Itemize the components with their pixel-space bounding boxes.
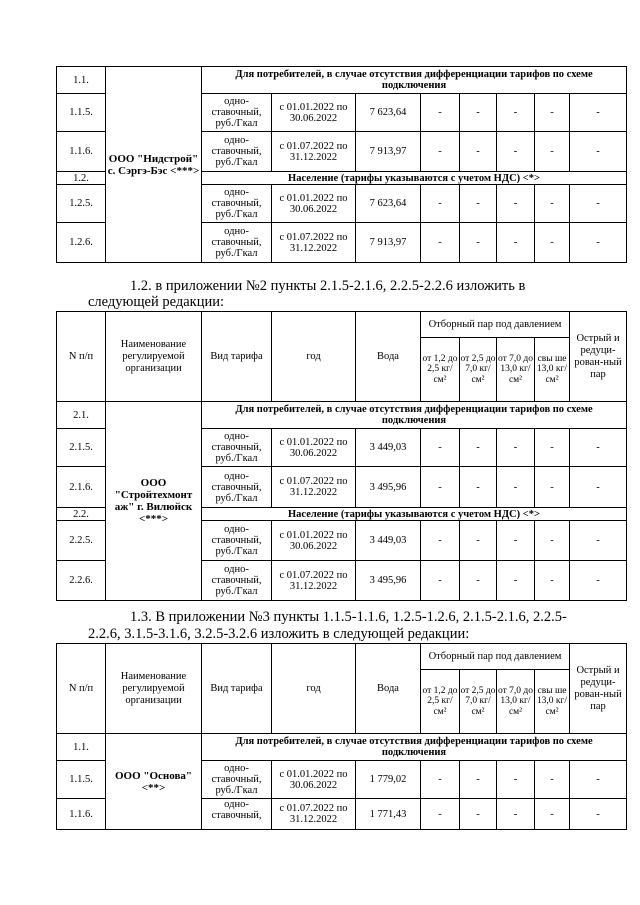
- tariff-type: одно-ставочный, руб./Гкал: [202, 94, 272, 132]
- sharp-steam-value: -: [570, 561, 627, 601]
- water-value: 7 913,97: [356, 223, 421, 263]
- tariff-type: одно-ставочный, руб./Гкал: [202, 561, 272, 601]
- table-header-row: [57, 312, 627, 338]
- row-number: 2.1.6.: [57, 467, 106, 508]
- steam-value: -: [497, 561, 535, 601]
- organization-name: ООО "Стройтехмонт аж" г. Вилюйск <***>: [106, 402, 202, 601]
- period: с 01.07.2022 по 31.12.2022: [272, 132, 356, 172]
- row-number: 1.2.6.: [57, 223, 106, 263]
- sharp-steam-value: -: [570, 761, 627, 799]
- steam-value: -: [497, 761, 535, 799]
- period: с 01.01.2022 по 30.06.2022: [272, 185, 356, 223]
- header-steam: Отборный пар под давлением: [421, 312, 570, 338]
- sharp-steam-value: -: [570, 132, 627, 172]
- tariff-type: одно-ставочный, руб./Гкал: [202, 521, 272, 561]
- steam-value: -: [460, 185, 497, 223]
- header-water: Вода: [356, 644, 421, 734]
- water-value: 3 495,96: [356, 561, 421, 601]
- steam-value: -: [497, 799, 535, 830]
- steam-value: -: [535, 429, 570, 467]
- steam-value: -: [535, 761, 570, 799]
- sharp-steam-value: -: [570, 521, 627, 561]
- table-row: [57, 402, 627, 429]
- header-pressure-1: от 1,2 до 2,5 кг/ см²: [421, 338, 460, 402]
- steam-value: -: [460, 132, 497, 172]
- header-tariff-type: Вид тарифа: [202, 312, 272, 402]
- period: с 01.07.2022 по 31.12.2022: [272, 223, 356, 263]
- table-header-row: [57, 644, 627, 670]
- water-value: 1 771,43: [356, 799, 421, 830]
- steam-value: -: [497, 223, 535, 263]
- steam-value: -: [460, 467, 497, 508]
- water-value: 3 449,03: [356, 521, 421, 561]
- tariff-type: одно-ставочный, руб./Гкал: [202, 132, 272, 172]
- sharp-steam-value: -: [570, 223, 627, 263]
- steam-value: -: [421, 94, 460, 132]
- steam-value: -: [421, 223, 460, 263]
- steam-value: -: [421, 185, 460, 223]
- tariff-table-1: [56, 66, 627, 263]
- period: с 01.07.2022 по 31.12.2022: [272, 799, 356, 830]
- tariff-table-3: [56, 643, 627, 830]
- paragraph-2-line-2: 2.2.6, 3.1.5-3.1.6, 3.2.5-3.2.6 изложить в следующей редакции:: [88, 626, 470, 642]
- period: с 01.07.2022 по 31.12.2022: [272, 561, 356, 601]
- tariff-type: одно-ставочный, руб./Гкал: [202, 467, 272, 508]
- table-row: [57, 734, 627, 761]
- header-pressure-2: от 2,5 до 7,0 кг/ см²: [460, 338, 497, 402]
- steam-value: -: [497, 185, 535, 223]
- water-value: 3 449,03: [356, 429, 421, 467]
- section-heading: Для потребителей, в случае отсутствия дифференциации тарифов по схеме подключения: [202, 402, 627, 429]
- tariff-type: одно-ставочный, руб./Гкал: [202, 429, 272, 467]
- tariff-type: одно-ставочный, руб./Гкал: [202, 223, 272, 263]
- tariff-type: одно-ставочный, руб./Гкал: [202, 185, 272, 223]
- row-number: 2.1.5.: [57, 429, 106, 467]
- period: с 01.07.2022 по 31.12.2022: [272, 467, 356, 508]
- period: с 01.01.2022 по 30.06.2022: [272, 94, 356, 132]
- steam-value: -: [497, 132, 535, 172]
- header-water: Вода: [356, 312, 421, 402]
- water-value: 1 779,02: [356, 761, 421, 799]
- row-number: 2.2.5.: [57, 521, 106, 561]
- header-organization: Наименование регулируемой организации: [106, 312, 202, 402]
- header-year: год: [272, 644, 356, 734]
- steam-value: -: [497, 429, 535, 467]
- organization-name: ООО "Нидстрой" с. Сэргэ-Бэс <***>: [106, 67, 202, 263]
- section-heading: Население (тарифы указываются с учетом НДС) <*>: [202, 172, 627, 185]
- steam-value: -: [535, 467, 570, 508]
- row-number: 1.1.5.: [57, 761, 106, 799]
- row-number: 1.1.: [57, 67, 106, 94]
- tariff-type: одно-ставочный, руб./Гкал: [202, 761, 272, 799]
- row-number: 1.2.5.: [57, 185, 106, 223]
- steam-value: -: [421, 132, 460, 172]
- steam-value: -: [497, 467, 535, 508]
- steam-value: -: [421, 467, 460, 508]
- section-heading: Население (тарифы указываются с учетом НДС) <*>: [202, 508, 627, 521]
- water-value: 7 913,97: [356, 132, 421, 172]
- row-number: 1.1.: [57, 734, 106, 761]
- row-number: 1.1.6.: [57, 799, 106, 830]
- period: с 01.01.2022 по 30.06.2022: [272, 761, 356, 799]
- sharp-steam-value: -: [570, 467, 627, 508]
- tariff-type: одно-ставочный,: [202, 799, 272, 830]
- steam-value: -: [460, 761, 497, 799]
- section-heading: Для потребителей, в случае отсутствия дифференциации тарифов по схеме подключения: [202, 67, 627, 94]
- header-tariff-type: Вид тарифа: [202, 644, 272, 734]
- header-sharp-steam: Острый и редуци-рован-ный пар: [570, 644, 627, 734]
- header-pressure-2: от 2,5 до 7,0 кг/ см²: [460, 670, 497, 734]
- row-number: 2.2.: [57, 508, 106, 521]
- steam-value: -: [421, 799, 460, 830]
- header-number: N п/п: [57, 312, 106, 402]
- steam-value: -: [460, 94, 497, 132]
- header-pressure-1: от 1,2 до 2,5 кг/ см²: [421, 670, 460, 734]
- row-number: 1.1.5.: [57, 94, 106, 132]
- header-year: год: [272, 312, 356, 402]
- steam-value: -: [460, 429, 497, 467]
- steam-value: -: [421, 429, 460, 467]
- row-number: 2.1.: [57, 402, 106, 429]
- steam-value: -: [460, 561, 497, 601]
- row-number: 1.1.6.: [57, 132, 106, 172]
- water-value: 7 623,64: [356, 185, 421, 223]
- sharp-steam-value: -: [570, 799, 627, 830]
- header-pressure-4: свы ше 13,0 кг/ см²: [535, 338, 570, 402]
- header-pressure-4: свы ше 13,0 кг/ см²: [535, 670, 570, 734]
- steam-value: -: [535, 521, 570, 561]
- steam-value: -: [460, 521, 497, 561]
- water-value: 3 495,96: [356, 467, 421, 508]
- steam-value: -: [535, 799, 570, 830]
- sharp-steam-value: -: [570, 185, 627, 223]
- steam-value: -: [535, 223, 570, 263]
- header-organization: Наименование регулируемой организации: [106, 644, 202, 734]
- steam-value: -: [535, 94, 570, 132]
- organization-name: ООО "Основа" <**>: [106, 734, 202, 830]
- steam-value: -: [460, 799, 497, 830]
- tariff-table-2: [56, 311, 627, 601]
- water-value: 7 623,64: [356, 94, 421, 132]
- steam-value: -: [535, 561, 570, 601]
- row-number: 2.2.6.: [57, 561, 106, 601]
- steam-value: -: [497, 521, 535, 561]
- period: с 01.01.2022 по 30.06.2022: [272, 521, 356, 561]
- steam-value: -: [497, 94, 535, 132]
- period: с 01.01.2022 по 30.06.2022: [272, 429, 356, 467]
- header-steam: Отборный пар под давлением: [421, 644, 570, 670]
- paragraph-1-line-2: следующей редакции:: [88, 294, 225, 310]
- row-number: 1.2.: [57, 172, 106, 185]
- header-number: N п/п: [57, 644, 106, 734]
- steam-value: -: [421, 761, 460, 799]
- header-pressure-3: от 7,0 до 13,0 кг/ см²: [497, 338, 535, 402]
- steam-value: -: [535, 185, 570, 223]
- sharp-steam-value: -: [570, 94, 627, 132]
- table-row: [57, 67, 627, 94]
- paragraph-2-line-1: 1.3. В приложении №3 пункты 1.1.5-1.1.6, 1.2.5-1.2.6, 2.1.5-2.1.6, 2.2.5-: [130, 609, 567, 625]
- header-sharp-steam: Острый и редуци-рован-ный пар: [570, 312, 627, 402]
- steam-value: -: [421, 561, 460, 601]
- steam-value: -: [535, 132, 570, 172]
- paragraph-1-line-1: 1.2. в приложении №2 пункты 2.1.5-2.1.6, 2.2.5-2.2.6 изложить в: [130, 278, 526, 294]
- steam-value: -: [460, 223, 497, 263]
- section-heading: Для потребителей, в случае отсутствия дифференциации тарифов по схеме подключения: [202, 734, 627, 761]
- header-pressure-3: от 7,0 до 13,0 кг/ см²: [497, 670, 535, 734]
- sharp-steam-value: -: [570, 429, 627, 467]
- steam-value: -: [421, 521, 460, 561]
